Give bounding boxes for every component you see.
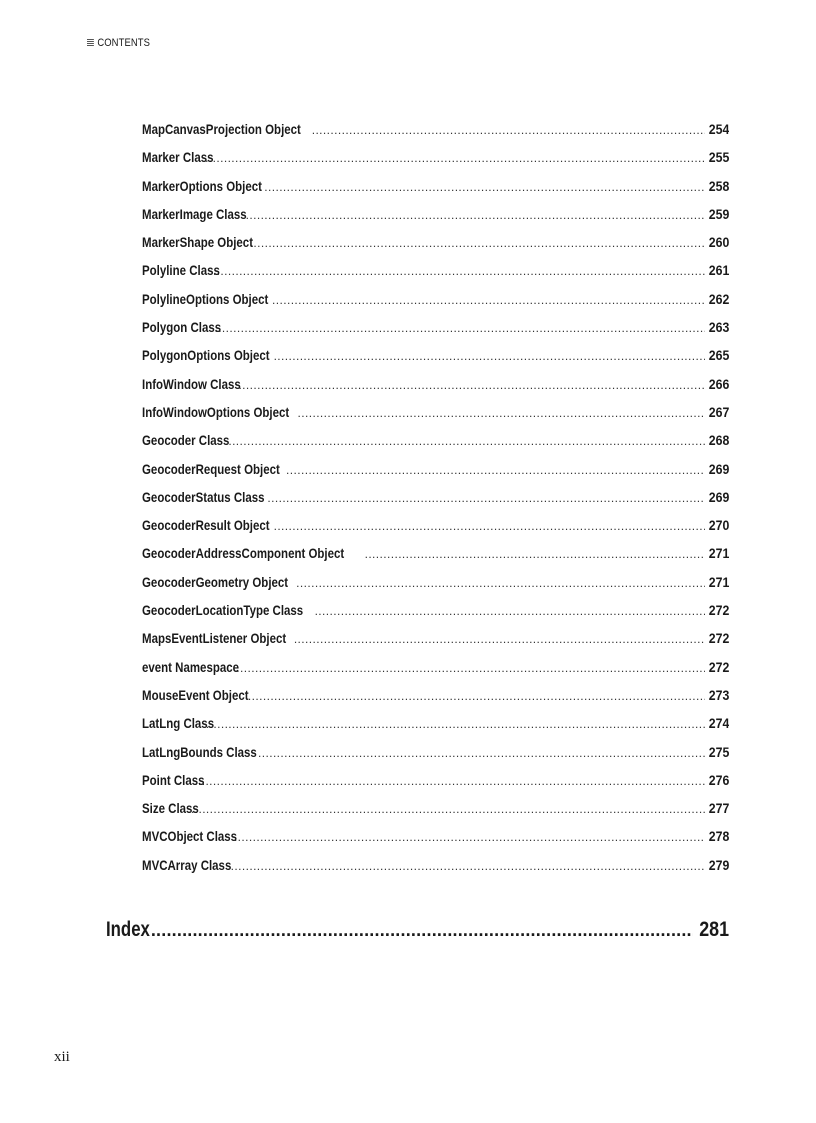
toc-entry[interactable] — [142, 489, 729, 517]
toc-list — [142, 121, 729, 885]
toc-entry-page: 262 — [708, 290, 729, 307]
toc-entry-title: PolylineOptions Object — [142, 290, 269, 307]
toc-entry-page: 274 — [708, 715, 729, 732]
toc-dot-leader — [286, 463, 705, 477]
toc-dot-leader — [187, 802, 704, 816]
toc-entry-page: 260 — [708, 234, 729, 251]
toc-dot-leader — [274, 519, 705, 533]
toc-entry-title: Marker Class — [142, 149, 214, 166]
toc-entry-title: InfoWindow Class — [142, 375, 241, 392]
page-number: xii — [54, 1049, 70, 1065]
toc-entry-title: GeocoderResult Object — [142, 517, 270, 534]
toc-dot-leader — [246, 208, 705, 222]
toc-dot-leader — [296, 576, 704, 590]
toc-entry[interactable] — [142, 857, 729, 885]
toc-entry-title: LatLngBounds Class — [142, 743, 257, 760]
toc-entry[interactable] — [142, 574, 729, 602]
toc-entry-title: PolygonOptions Object — [142, 347, 270, 364]
toc-entry-page: 276 — [708, 771, 729, 788]
toc-entry[interactable] — [142, 602, 729, 630]
toc-dot-leader — [294, 632, 705, 646]
toc-entry[interactable] — [142, 461, 729, 489]
toc-dot-leader — [214, 321, 704, 335]
toc-dot-leader — [272, 293, 705, 307]
toc-entry-page: 272 — [708, 630, 729, 647]
toc-dot-leader — [234, 830, 705, 844]
toc-entry-title: GeocoderLocationType Class — [142, 602, 304, 619]
toc-entry-title: Polyline Class — [142, 262, 220, 279]
toc-entry-page: 268 — [708, 432, 729, 449]
toc-dot-leader — [205, 151, 704, 165]
toc-dot-leader — [225, 434, 705, 448]
toc-dot-leader — [315, 604, 705, 618]
toc-entry-title: MapCanvasProjection Object — [142, 121, 301, 137]
toc-entry-title: MouseEvent Object — [142, 686, 249, 703]
toc-dot-leader — [227, 859, 705, 873]
toc-entry-title: MVCArray Class — [142, 856, 232, 873]
toc-entry-page: 277 — [708, 800, 729, 817]
toc-entry[interactable] — [142, 800, 729, 828]
toc-entry-title: LatLng Class — [142, 715, 215, 732]
toc-entry-page: 261 — [708, 262, 729, 279]
toc-entry-page: 279 — [708, 856, 729, 873]
toc-entry[interactable] — [142, 545, 729, 573]
toc-entry[interactable] — [142, 404, 729, 432]
toc-index-entry[interactable] — [106, 918, 729, 942]
toc-entry[interactable] — [142, 149, 729, 177]
toc-entry-page: 254 — [708, 121, 729, 137]
toc-entry[interactable] — [142, 687, 729, 715]
toc-entry-title: MarkerImage Class — [142, 205, 247, 222]
toc-entry[interactable] — [142, 206, 729, 234]
toc-dot-leader — [253, 236, 704, 250]
toc-entry[interactable] — [142, 262, 729, 290]
toc-entry[interactable] — [142, 659, 729, 687]
toc-entry[interactable] — [142, 828, 729, 856]
toc-entry[interactable] — [142, 517, 729, 545]
toc-dot-leader — [151, 920, 693, 941]
toc-entry-page: 267 — [708, 403, 729, 420]
toc-index-title: Index — [106, 918, 150, 941]
toc-dot-leader — [267, 491, 704, 505]
toc-entry-page: 278 — [708, 828, 729, 845]
toc-dot-leader — [365, 547, 705, 561]
toc-entry-page: 270 — [708, 517, 729, 534]
toc-entry-title: event Namespace — [142, 658, 240, 675]
toc-entry-page: 265 — [708, 347, 729, 364]
toc-entry-page: 255 — [708, 149, 729, 166]
toc-entry-title: MVCObject Class — [142, 828, 238, 845]
header-section-label: CONTENTS — [97, 37, 151, 49]
toc-entry-page: 272 — [708, 658, 729, 675]
toc-entry-title: GeocoderStatus Class — [142, 488, 265, 505]
toc-dot-leader — [248, 689, 705, 703]
toc-dot-leader — [213, 264, 705, 278]
toc-dot-leader — [194, 774, 704, 788]
contents-bars-icon — [87, 39, 94, 47]
toc-entry-title: GeocoderRequest Object — [142, 460, 280, 477]
toc-entry[interactable] — [142, 291, 729, 319]
toc-entry-title: GeocoderGeometry Object — [142, 573, 289, 590]
toc-entry-title: MarkerShape Object — [142, 234, 254, 251]
toc-entry[interactable] — [142, 715, 729, 743]
toc-entry-page: 273 — [708, 686, 729, 703]
toc-entry[interactable] — [142, 772, 729, 800]
toc-entry-page: 266 — [708, 375, 729, 392]
toc-entry[interactable] — [142, 234, 729, 262]
toc-dot-leader — [312, 123, 705, 137]
toc-entry-page: 269 — [708, 460, 729, 477]
running-header — [87, 37, 150, 49]
toc-entry-title: MapsEventListener Object — [142, 630, 287, 647]
toc-entry[interactable] — [142, 432, 729, 460]
toc-entry[interactable] — [142, 744, 729, 772]
toc-entry-page: 259 — [708, 205, 729, 222]
toc-entry-page: 271 — [708, 573, 729, 590]
toc-entry-title: MarkerOptions Object — [142, 177, 262, 194]
toc-dot-leader — [206, 717, 705, 731]
toc-dot-leader — [238, 378, 704, 392]
toc-entry-title: Polygon Class — [142, 319, 222, 336]
toc-entry[interactable] — [142, 376, 729, 404]
toc-dot-leader — [258, 746, 705, 760]
toc-entry[interactable] — [142, 178, 729, 206]
toc-entry-page: 263 — [708, 319, 729, 336]
toc-entry-page: 269 — [708, 488, 729, 505]
toc-entry[interactable] — [142, 347, 729, 375]
toc-dot-leader — [236, 661, 704, 675]
toc-entry-title: InfoWindowOptions Object — [142, 403, 290, 420]
toc-entry-page: 275 — [708, 743, 729, 760]
toc-entry[interactable] — [142, 121, 729, 149]
toc-entry[interactable] — [142, 319, 729, 347]
toc-entry[interactable] — [142, 630, 729, 658]
toc-entry-page: 258 — [708, 177, 729, 194]
toc-entry-title: GeocoderAddressComponent Object — [142, 545, 345, 562]
toc-entry-title: Geocoder Class — [142, 432, 230, 449]
toc-dot-leader — [264, 180, 704, 194]
toc-entry-page: 271 — [708, 545, 729, 562]
toc-entry-title: Size Class — [142, 800, 199, 817]
toc-entry-page: 272 — [708, 602, 729, 619]
toc-entry-title: Point Class — [142, 771, 205, 788]
toc-index-page: 281 — [699, 918, 729, 941]
toc-dot-leader — [298, 406, 705, 420]
toc-dot-leader — [274, 349, 705, 363]
